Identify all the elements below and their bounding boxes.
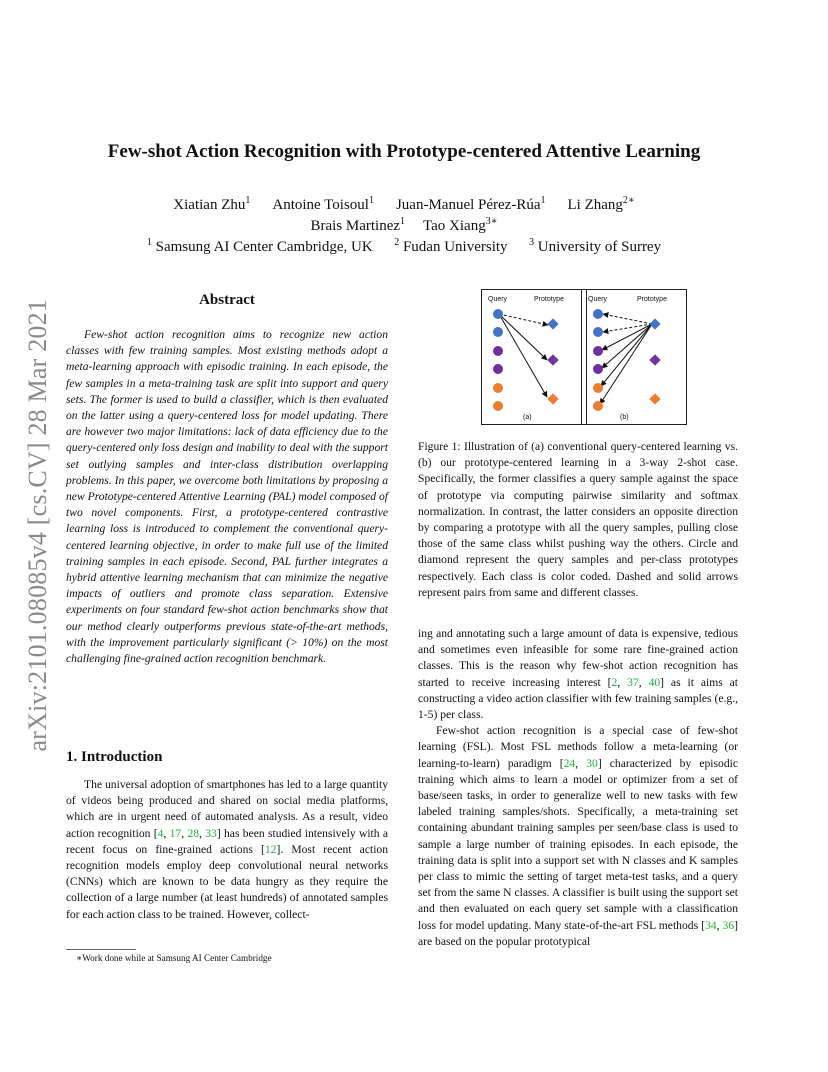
abstract-text: Few-shot action recognition aims to recognize new action classes with few training samples. Most existing methods adopt a meta-learning approach with episodic training. In each episode, the few samples in a meta-training task are split into support and query sets. The former is used to build a classifier, which is then evaluated on the latter using a query-centered loss for model updating. There are however two major limitations: lack of data efficiency due to the query-centered only loss design and inability to deal with the support set outlying samples and inter-class distribution overlapping problems. In this paper, we overcome both limitations by proposing a new Prototype-centered Attentive Learning (PAL) model composed of two novel components. First, a prototype-centered contrastive learning loss is introduced to complement the conventional query-centered learning objective, in order to make full use of the limited training samples in each episode. Second, PAL further integrates a hybrid attentive learning mechanism that can minimize the negative impacts of outliers and promote class separation. Extensive experiments on four standard few-shot action benchmarks show that our method clearly outperforms previous state-of-the-art methods, with the improvement particularly significant (> 10%) on the most challenging fine-grained action recognition benchmark.: [66, 328, 388, 666]
figure-panel-b: [581, 289, 687, 425]
author-affil-sup: 3∗: [485, 216, 498, 227]
query-sample-circle: [493, 346, 503, 356]
author-name: Li Zhang: [567, 197, 623, 213]
diff-class-arrow: [499, 314, 547, 360]
body-paragraph: ing and annotating such a large amount of data is expensive, tedious and sometimes even infeasible for some rare fine-grained action classes. This is the reason why few-shot action recognition has started to receive increasing interest [2, 37, 40] as it aims at constructing a video action classifier with few training samples (e.g., 1-5) per class.: [418, 627, 739, 722]
arxiv-sidebar: [20, 285, 56, 765]
citation-link[interactable]: 34: [705, 918, 717, 932]
query-sample-circle: [593, 346, 603, 356]
prototype-column-label: Prototype: [637, 296, 667, 303]
author-affil-sup: 2∗: [622, 195, 635, 206]
query-column-label: Query: [488, 296, 508, 303]
intro-paragraph: The universal adoption of smartphones has led to a large quantity of videos being produced and shared on social media platforms, which are in urgent need of automated analysis. As a result, video action recognition [4, 17, 28, 33] has been studied intensively with a recent focus on fine-grained actions [12]. Most recent action recognition models employ deep convolutional neural networks (CNNs) which are known to be data hungry as they require the collection of a large number (at least hundreds) of annotated samples for each action class to be trained. However, collect-: [66, 778, 389, 921]
author-name: Tao Xiang: [423, 218, 486, 234]
affiliation: University of Surrey: [537, 239, 662, 255]
abstract-heading: Abstract: [199, 292, 255, 308]
footnote-rule: [66, 949, 136, 950]
right-column-text: [418, 626, 738, 950]
figure-panel-a: [481, 289, 587, 425]
query-sample-circle: [493, 327, 503, 337]
query-sample-circle: [593, 309, 603, 319]
affiliations: $^1$ Samsung AI Center Cambridge, UK $^2$ Fudan University $^3$ University of Surrey: [146, 237, 662, 255]
body-paragraph: Few-shot action recognition is a special case of few-shot learning (FSL). Most FSL methods follow a meta-learning (or learning-to-learn) paradigm [24, 30] characterized by episodic training which aims to learn a model or optimizer from a set of base/seen tasks, in order to generalize well to new tasks with few labeled training samples/shots. Specifically, a meta-training set containing abundant training samples per seen/base class is used to sample a large number of training episodes. In each episode, the training data is split into a support set with N classes and K samples per class to mimic the setting of target meta-test tasks, and a query set from the same N classes. A classifier is built using the support set and then evaluated on each query set sample with a classification loss for model updating. Many state-of-the-art FSL methods [34, 36] are based on the popular prototypical: [418, 724, 739, 948]
citation-link[interactable]: 2: [611, 675, 618, 689]
citation-link[interactable]: 17: [169, 826, 182, 840]
prototype-diamond: [649, 354, 660, 365]
citation-link[interactable]: 24: [563, 756, 576, 770]
panel-label: (a): [523, 414, 532, 421]
query-sample-circle: [593, 383, 603, 393]
author-affil-sup: 1: [400, 216, 406, 227]
diagram-a: [482, 290, 588, 426]
diff-class-arrow: [499, 314, 547, 397]
query-column-label: Query: [588, 296, 608, 303]
citation-link[interactable]: 4: [157, 826, 164, 840]
prototype-diamond: [547, 318, 558, 329]
author-name: Antoine Toisoul: [272, 197, 369, 213]
prototype-diamond: [649, 393, 660, 404]
author-affil-sup: 1: [368, 195, 374, 206]
author-name: Brais Martinez: [310, 218, 401, 234]
query-sample-circle: [593, 364, 603, 374]
prototype-diamond: [649, 318, 660, 329]
prototype-diamond: [547, 354, 558, 365]
figure-caption: Figure 1: Illustration of (a) conventional query-centered learning vs. (b) our prototype-centered learning in a 3-way 2-shot case. Specifically, the former classifies a query sample against the space of prototype via computing pairwise similarity and softmax normalization. In contrast, the latter considers an opposite direction by comparing a prototype with all the query samples, pulling close those of the same class whilst pushing way the others. Circle and diamond represent the query samples and per-class prototypes respectively. Each class is color coded. Dashed and solid arrows represent pairs from same and different classes.: [418, 440, 738, 599]
query-sample-circle: [493, 401, 503, 411]
author-name: Xiatian Zhu: [173, 197, 246, 213]
affiliation: Fudan University: [402, 239, 508, 255]
citation-link[interactable]: 40: [648, 675, 661, 689]
diagram-b: [582, 290, 688, 426]
query-sample-circle: [493, 364, 503, 374]
citation-link[interactable]: 28: [187, 826, 200, 840]
citation-link[interactable]: 30: [586, 756, 598, 770]
arxiv-identifier: arXiv:2101.08085v4 [cs.CV] 28 Mar 2021: [23, 298, 52, 752]
citation-link[interactable]: 33: [205, 826, 217, 840]
affiliation: Samsung AI Center Cambridge, UK: [155, 239, 373, 255]
citation-link[interactable]: 36: [722, 918, 735, 932]
prototype-column-label: Prototype: [534, 296, 564, 303]
author-affil-sup: 1: [540, 195, 546, 206]
query-sample-circle: [593, 401, 603, 411]
query-sample-circle: [493, 383, 503, 393]
section-heading: 1. Introduction: [66, 749, 163, 765]
citation-link[interactable]: 12: [264, 842, 277, 856]
same-class-arrow: [603, 314, 652, 324]
query-sample-circle: [493, 309, 503, 319]
author-affil-sup: 1: [245, 195, 251, 206]
paper-title: Few-shot Action Recognition with Prototype-centered Attentive Learning: [107, 141, 701, 162]
panel-label: (b): [620, 414, 629, 421]
author-list: [60, 195, 748, 237]
author-name: Juan-Manuel Pérez-Rúa: [395, 197, 541, 213]
footnote: ∗Work done while at Samsung AI Center Cambridge: [76, 953, 272, 963]
query-sample-circle: [593, 327, 603, 337]
diff-class-arrow: [601, 324, 652, 386]
same-class-arrow: [499, 314, 548, 325]
diff-class-arrow: [600, 324, 652, 404]
citation-link[interactable]: 37: [627, 675, 639, 689]
prototype-diamond: [547, 393, 558, 404]
